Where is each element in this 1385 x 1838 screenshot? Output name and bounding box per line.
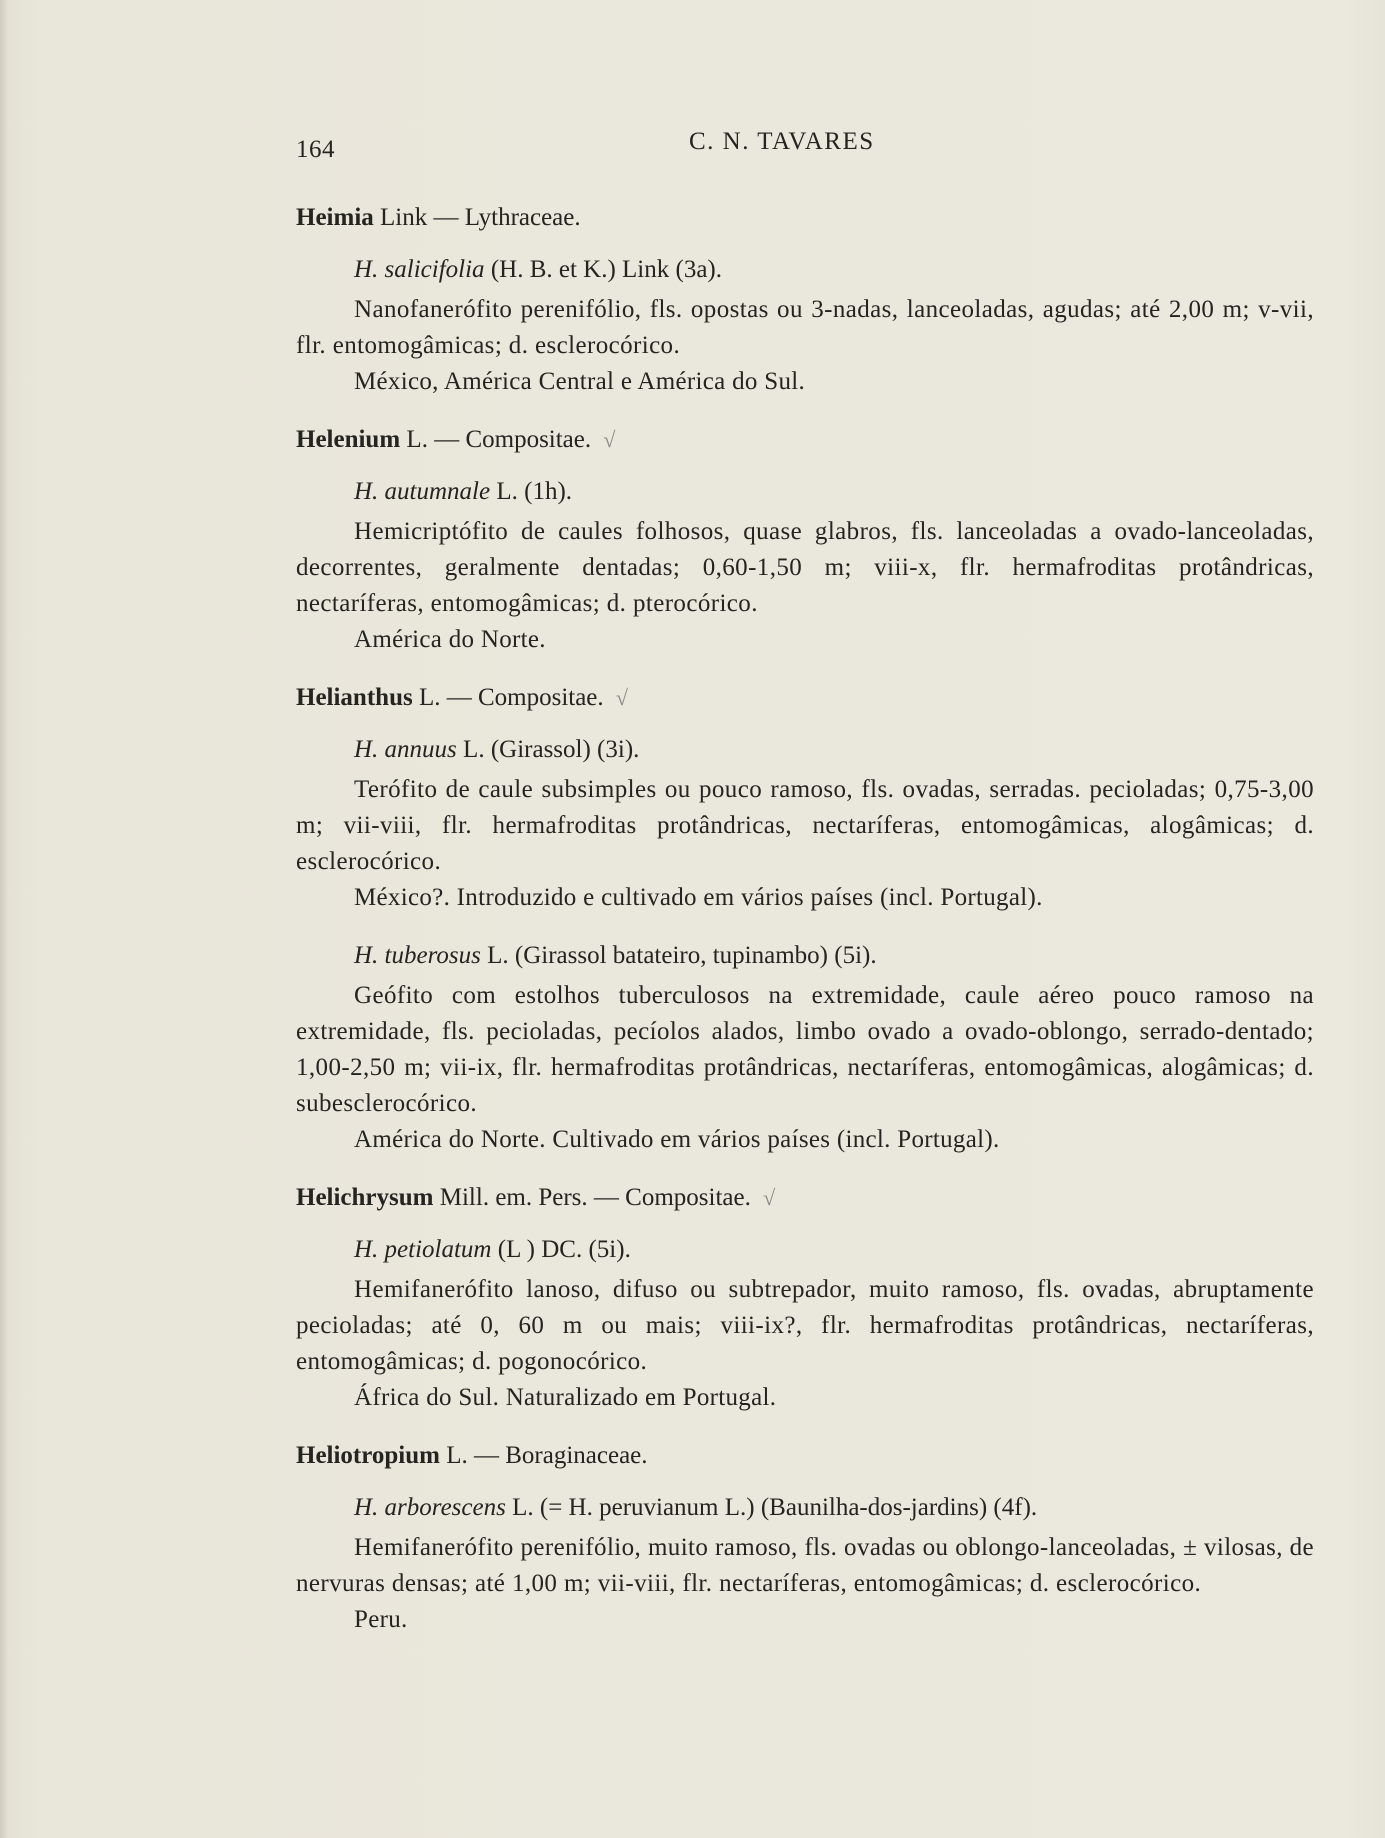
genus-heading xyxy=(296,1438,1314,1474)
species-authority: (H. B. et K.) Link (3a). xyxy=(490,256,723,283)
genus-heading xyxy=(296,680,1314,716)
species-distribution: África do Sul. Naturalizado em Portugal. xyxy=(354,1384,777,1411)
checkmark-icon: √ xyxy=(603,427,616,452)
genus-authority: Link — Lythraceae. xyxy=(380,204,581,231)
running-head-author: C. N. TAVARES xyxy=(689,128,875,155)
species-description: Nanofanerófito perenifólio, fls. opostas ou 3-nadas, lanceoladas, agudas; até 2,00 m; v-vii, flr. entomogâmicas; d. esclerocórico. xyxy=(296,296,1314,359)
species-name: H. autumnale xyxy=(354,478,491,505)
species-authority: L. (= H. peruvianum L.) (Baunilha-dos-jardins) (4f). xyxy=(512,1494,1038,1521)
genus-name: Helenium xyxy=(296,426,401,453)
species-description: Geófito com estolhos tuberculosos na extremidade, caule aéreo pouco ramoso na extremidade, fls. pecioladas, pecíolos alados, limbo ovado a ovado-oblongo, serrado-dentado; 1,00-2,50 m; vii-ix, flr. hermafroditas protândricas, nectaríferas, entomogâmicas, alogâmicas; d. subesclerocórico. xyxy=(296,982,1314,1117)
species-description: Hemifanerófito lanoso, difuso ou subtrepador, muito ramoso, fls. ovadas, abruptamente pecioladas; até 0, 60 m ou mais; viii-ix?, flr. hermafroditas protândricas, nectaríferas, entomogâmicas; d. pogonocórico. xyxy=(296,1276,1314,1375)
species-heading xyxy=(296,474,1314,510)
genus-name: Helianthus xyxy=(296,684,413,711)
page-body xyxy=(296,200,1314,1660)
genus-name: Helichrysum xyxy=(296,1184,434,1211)
species-name: H. arborescens xyxy=(354,1494,506,1521)
genus-heading xyxy=(296,200,1314,236)
species-authority: L. (Girassol) (3i). xyxy=(463,736,640,763)
running-head xyxy=(296,128,896,163)
species-heading xyxy=(296,938,1314,974)
species-authority: (L ) DC. (5i). xyxy=(497,1236,631,1263)
species-name: H. tuberosus xyxy=(354,942,481,969)
species-heading xyxy=(296,1490,1314,1526)
species-distribution: México?. Introduzido e cultivado em vários países (incl. Portugal). xyxy=(354,884,1043,911)
genus-entry-helianthus xyxy=(296,680,1314,1158)
genus-authority: Mill. em. Pers. — Compositae. xyxy=(439,1184,751,1211)
genus-name: Heimia xyxy=(296,204,374,231)
page-edge-shadow xyxy=(0,0,8,1838)
genus-entry-helichrysum xyxy=(296,1180,1314,1416)
genus-authority: L. — Compositae. xyxy=(418,684,604,711)
species-distribution: América do Norte. Cultivado em vários países (incl. Portugal). xyxy=(354,1126,1000,1153)
species-distribution: Peru. xyxy=(354,1606,408,1633)
species-name: H. annuus xyxy=(354,736,457,763)
genus-heading xyxy=(296,422,1314,458)
checkmark-icon: √ xyxy=(615,685,628,710)
genus-name: Heliotropium xyxy=(296,1442,440,1469)
species-description: Terófito de caule subsimples ou pouco ramoso, fls. ovadas, serradas. pecioladas; 0,75-3,00 m; vii-viii, flr. hermafroditas protândricas, nectaríferas, entomogâmicas, alogâmicas; d. esclerocórico. xyxy=(296,776,1314,875)
species-distribution: América do Norte. xyxy=(354,626,546,653)
genus-authority: L. — Boraginaceae. xyxy=(446,1442,648,1469)
species-name: H. petiolatum xyxy=(354,1236,492,1263)
species-description: Hemifanerófito perenifólio, muito ramoso, fls. ovadas ou oblongo-lanceoladas, ± vilosas, de nervuras densas; até 1,00 m; vii-viii, flr. nectaríferas, entomogâmicas; d. esclerocórico. xyxy=(296,1534,1314,1597)
species-authority: L. (1h). xyxy=(496,478,573,505)
species-heading xyxy=(296,252,1314,288)
species-description: Hemicriptófito de caules folhosos, quase glabros, fls. lanceoladas a ovado-lanceoladas, decorrentes, geralmente dentadas; 0,60-1,50 m; viii-x, flr. hermafroditas protândricas, nectaríferas, entomogâmicas; d. pterocórico. xyxy=(296,518,1314,617)
genus-entry-heliotropium xyxy=(296,1438,1314,1638)
species-heading xyxy=(296,732,1314,768)
species-name: H. salicifolia xyxy=(354,256,485,283)
genus-entry-helenium xyxy=(296,422,1314,658)
genus-heading xyxy=(296,1180,1314,1216)
species-heading xyxy=(296,1232,1314,1268)
checkmark-icon: √ xyxy=(763,1185,776,1210)
species-authority: L. (Girassol batateiro, tupinambo) (5i). xyxy=(487,942,877,969)
genus-entry-heimia xyxy=(296,200,1314,400)
page-number: 164 xyxy=(296,136,335,163)
species-distribution: México, América Central e América do Sul. xyxy=(354,368,806,395)
genus-authority: L. — Compositae. xyxy=(406,426,592,453)
